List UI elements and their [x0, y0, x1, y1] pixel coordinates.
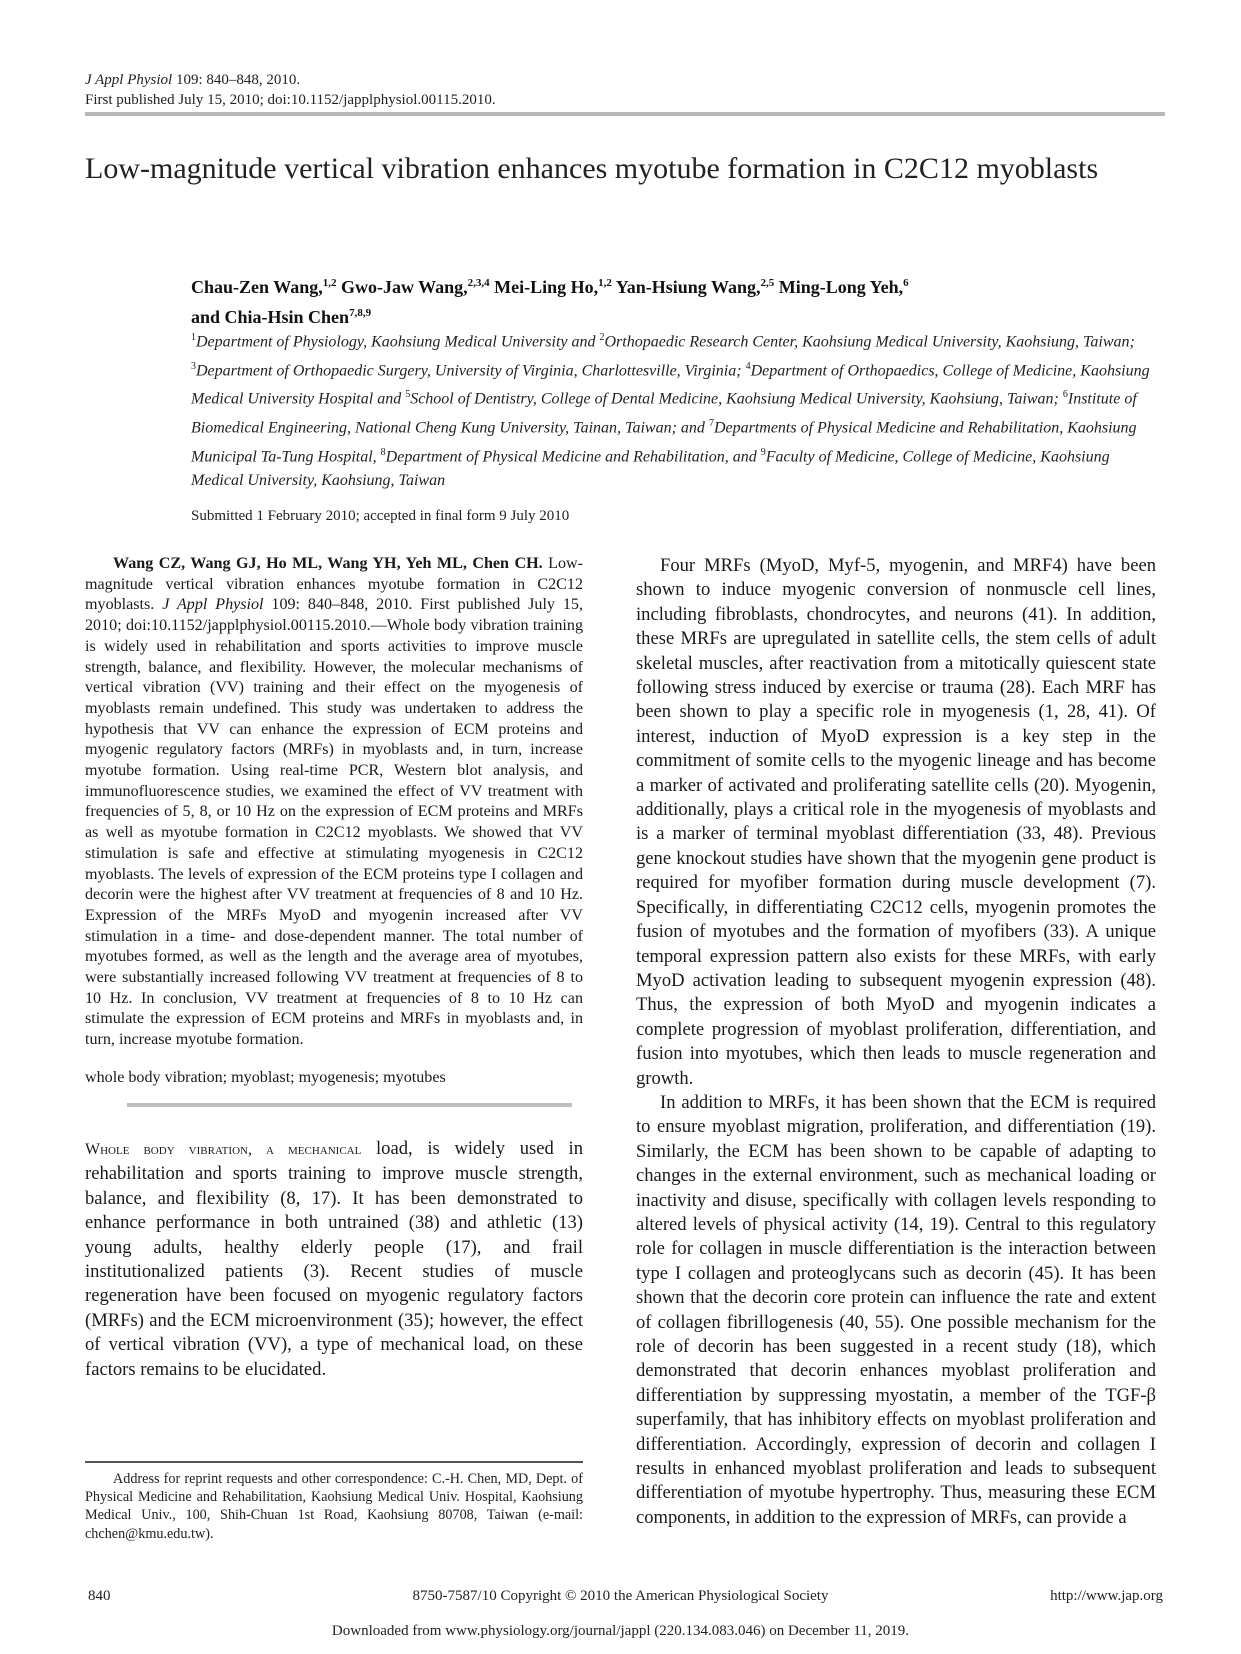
author: Mei-Ling Ho, [494, 277, 599, 297]
affiliation-number: 9 [760, 446, 766, 458]
abstract-rule [127, 1103, 572, 1107]
abstract-citation-rest: 109: 840–848, 2010. First published July 15, 2010; doi:10.1152/japplphysiol.00115.2010.— [85, 596, 583, 635]
affiliation: Orthopaedic Research Center, Kaohsiung Medical University, Kaohsiung, Taiwan; [604, 333, 1135, 351]
author: Chau-Zen Wang, [191, 277, 323, 297]
abstract-citation-journal: J Appl Physiol [162, 596, 264, 614]
header-rule [85, 112, 1165, 116]
affiliation-number: 2 [599, 332, 605, 343]
affiliation: Department of Orthopaedics, College of Medicine, Kaohsiung Medical University Hospital and [191, 361, 1150, 408]
left-column [85, 554, 583, 1382]
affiliation: Department of Orthopaedic Surgery, University of Virginia, Charlottesville, Virginia; [196, 361, 746, 379]
article-title: Low-magnitude vertical vibration enhances myotube formation in C2C12 myoblasts [85, 152, 1099, 185]
affiliation-number: 3 [191, 360, 196, 372]
keywords: whole body vibration; myoblast; myogenesis; myotubes [85, 1068, 446, 1086]
author-list [191, 270, 1171, 330]
journal-abbrev: J Appl Physiol [85, 72, 173, 88]
affiliation-number: 6 [1062, 389, 1068, 401]
page-number: 840 [88, 1588, 111, 1604]
author-affiliation: 6 [903, 277, 909, 289]
journal-url[interactable]: http://www.jap.org [1050, 1588, 1163, 1604]
affiliations [191, 326, 1166, 493]
intro-paragraph [85, 1137, 583, 1382]
author-affiliation: 2,3,4 [467, 277, 490, 289]
affiliation: Department of Physical Medicine and Rehabilitation, and [385, 447, 761, 465]
abstract-text: Whole body vibration training is widely used in rehabilitation and sports activities to improve muscle strength, balance, and flexibility. However, the molecular mechanisms of vertical vibration (VV) training and their effect on the myogenesis of myoblasts remain undefined. This study was undertaken to address the hypothesis that VV can enhance the expression of ECM proteins and myogenic regulatory factors (MRFs) in myoblasts and, in turn, increase myotube formation. Using real-time PCR, Western blot analysis, and immunofluorescence studies, we examined the effect of VV treatment with frequencies of 5, 8, or 10 Hz on the expression of ECM proteins and MRFs as well as myotube formation in C2C12 myoblasts. We showed that VV stimulation is safe and effective at stimulating myogenesis in C2C12 myoblasts. The levels of expression of the ECM proteins type I collagen and decorin were the highest after VV treatment at frequencies of 8 and 10 Hz. Expression of the MRFs MyoD and myogenin increased after VV stimulation in a time- and dose-dependent manner. The total number of myotubes formed, as well as the length and the average area of myotubes, were substantially increased following VV treatment at frequencies of 8 to 10 Hz. In conclusion, VV treatment at frequencies of 8 to 10 Hz can stimulate the expression of ECM proteins and MRFs in myoblasts and, in turn, increase myotube formation. [85, 617, 583, 1049]
journal-citation: 109: 840–848, 2010. [172, 72, 301, 88]
journal-header [85, 70, 496, 110]
abstract-citation-authors: Wang CZ, Wang GJ, Ho ML, Wang YH, Yeh ML, Chen CH. [113, 555, 543, 572]
affiliation-number: 4 [745, 360, 751, 372]
affiliation-number: 5 [405, 389, 411, 401]
abstract [85, 554, 583, 1051]
footnote-rule [85, 1461, 583, 1463]
affiliation-number: 1 [191, 332, 196, 343]
copyright: 8750-7587/10 Copyright © 2010 the American Physiological Society [412, 1588, 829, 1604]
author-affiliation: 7,8,9 [349, 307, 372, 319]
author-affiliation: 2,5 [760, 277, 775, 289]
affiliation: School of Dentistry, College of Dental Medicine, Kaohsiung Medical University, Kaohsiung, Taiwan; [410, 390, 1063, 408]
author-affiliation: 1,2 [322, 277, 337, 289]
first-published: First published July 15, 2010; doi:10.1152/japplphysiol.00115.2010. [85, 92, 496, 108]
author: Yan-Hsiung Wang, [615, 277, 761, 297]
affiliation: Departments of Physical Medicine and Rehabilitation, Kaohsiung Municipal Ta-Tung Hospital, [191, 419, 1137, 465]
body-paragraph: In addition to MRFs, it has been shown that the ECM is required to ensure myoblast migration, proliferation, and differentiation (19). Similarly, the ECM has been shown to be capable of adapting to changes in the external environment, such as mechanical loading or inactivity and disuse, specifically with collagen levels responding to altered levels of physical activity (14, 19). Central to this regulatory role for collagen in muscle differentiation is the interaction between type I collagen and proteoglycans such as decorin (45). It has been shown that the decorin core protein can influence the rate and extent of collagen fibrillogenesis (40, 55). One possible mechanism for the role of decorin has been suggested in a recent study (18), which demonstrated that decorin enhances myoblast proliferation and differentiation by suppressing myostatin, a member of the TGF-β superfamily, that has inhibitory effects on myoblast proliferation and differentiation. Accordingly, expression of decorin and collagen I results in enhanced myoblast proliferation and leads to subsequent differentiation of myotube hypertrophy. Thus, measuring these ECM components, in addition to the expression of MRFs, can provide a [636, 1091, 1156, 1528]
affiliation-number: 8 [380, 446, 386, 458]
author: and Chia-Hsin Chen [191, 307, 350, 327]
author: Ming-Long Yeh, [778, 277, 904, 297]
intro-lead: Whole body vibration, a mechanical [85, 1140, 362, 1158]
abstract-citation-title: Low-magnitude vertical vibration enhances myotube formation in C2C12 myoblasts. [85, 555, 583, 614]
author-affiliation: 1,2 [598, 277, 612, 289]
affiliation: Institute of Biomedical Engineering, National Cheng Kung University, Tainan, Taiwan; and [191, 390, 1137, 437]
intro-text: load, is widely used in rehabilitation and sports training to improve muscle strength, balance, and flexibility (8, 17). It has been demonstrated to enhance performance in both untrained (38) and athletic (13) young adults, healthy elderly people (17), and frail institutionalized patients (3). Recent studies of muscle regeneration have been focused on myogenic regulatory factors (MRFs) and the ECM microenvironment (35); however, the effect of vertical vibration (VV), a type of mechanical load, on these factors remains to be elucidated. [85, 1137, 583, 1380]
affiliation: Department of Physiology, Kaohsiung Medical University and [196, 333, 600, 351]
affiliation-number: 7 [708, 417, 714, 429]
download-notice: Downloaded from www.physiology.org/journal/jappl (220.134.083.046) on December 11, 2019. [331, 1623, 910, 1639]
body-paragraph: Four MRFs (MyoD, Myf-5, myogenin, and MRF4) have been shown to induce myogenic conversion of nonmuscle cell lines, including fibroblasts, chondrocytes, and neurons (41). In addition, these MRFs are upregulated in satellite cells, the stem cells of adult skeletal muscles, after reactivation from a mitotically quiescent state following stress induced by exercise or trauma (28). Each MRF has been shown to play a specific role in myogenesis (1, 28, 41). Of interest, induction of MyoD expression is a key step in the commitment of somite cells to the myogenic lineage and has become a marker of activated and proliferating satellite cells (20). Myogenin, additionally, plays a critical role in the myogenesis of myoblasts and is a marker of terminal myoblast differentiation (33, 48). Previous gene knockout studies have shown that the myogenin gene product is required for myofiber formation during muscle development (7). Specifically, in differentiating C2C12 cells, myogenin promotes the fusion of myotubes and the formation of myofibers (33). A unique temporal expression pattern also exists for these MRFs, with early MyoD activation leading to subsequent myogenin expression (48). Thus, the expression of both MyoD and myogenin indicates a complete progression of myoblast proliferation, differentiation, and fusion into myotubes, which then leads to muscle regeneration and growth. [636, 555, 1156, 1089]
right-column [636, 554, 1156, 1530]
correspondence-footnote: Address for reprint requests and other correspondence: C.-H. Chen, MD, Dept. of Physical Medicine and Rehabilitation, Kaohsiung Medical Univ. Hospital, Kaohsiung Medical Univ., 100, Shih-Chuan 1st Road, Kaohsiung 80708, Taiwan (e-mail: chchen@kmu.edu.tw). [85, 1471, 583, 1542]
submission-dates: Submitted 1 February 2010; accepted in final form 9 July 2010 [191, 508, 570, 524]
affiliation: Faculty of Medicine, College of Medicine, Kaohsiung Medical University, Kaohsiung, Taiwan [191, 447, 1110, 490]
author: Gwo-Jaw Wang, [340, 277, 468, 297]
